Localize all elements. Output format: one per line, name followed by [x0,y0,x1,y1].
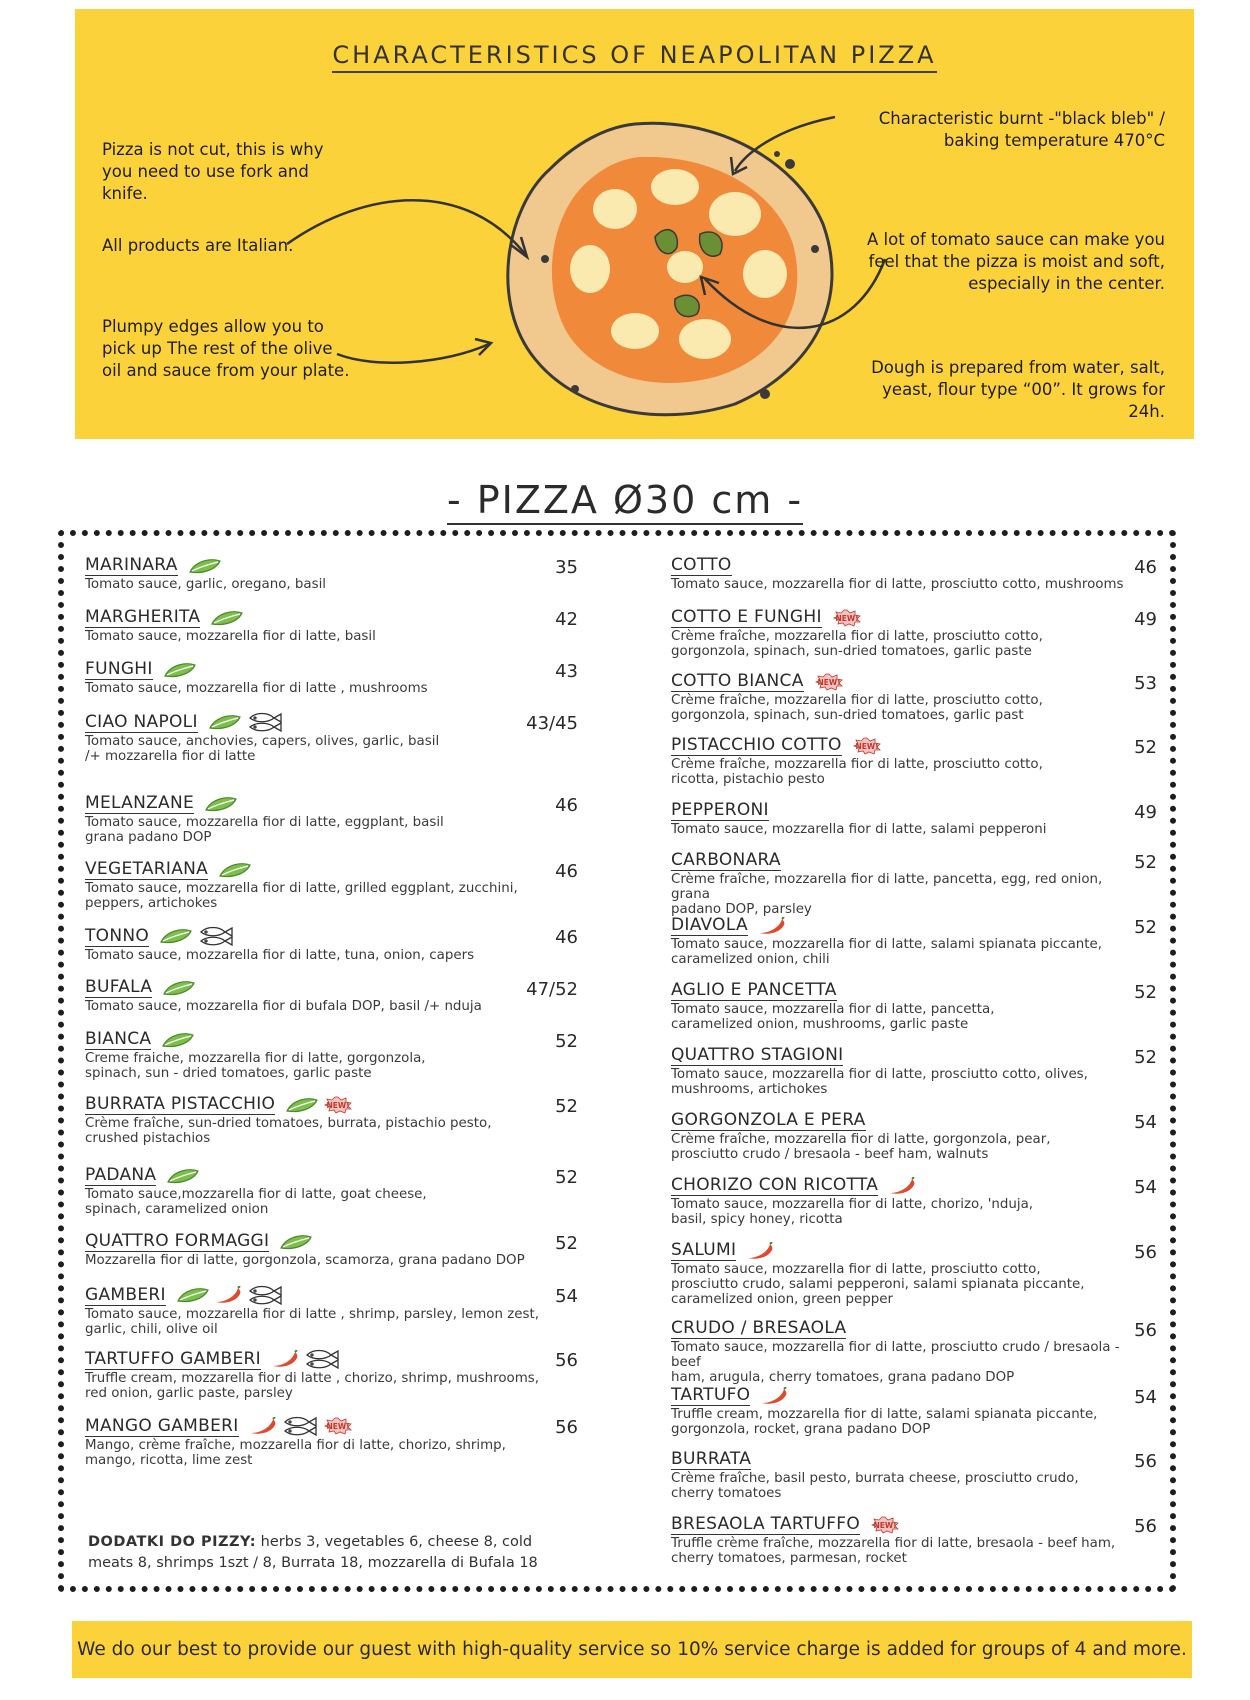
menu-item-price: 52 [555,1233,578,1254]
menu-item-name: TARTUFFO GAMBERI [85,1348,261,1369]
menu-item-price: 56 [555,1350,578,1371]
extras-label: DODATKI DO PIZZY: [88,1534,257,1550]
menu-item-quattro-stagioni [671,1045,1141,1098]
menu-item-description: Tomato sauce, mozzarella fior di latte, chorizo, 'nduja, basil, spicy honey, ricotta [671,1197,1034,1227]
new-badge-icon [814,673,844,691]
menu-item-price: 46 [555,861,578,882]
svg-text:NEW!: NEW! [326,1422,350,1431]
menu-item-name: FUNGHI [85,659,153,679]
menu-item-name: COTTO [671,555,732,575]
menu-item-name: BUFALA [85,977,153,997]
menu-item-carbonara [671,850,1141,917]
menu-item-name: CRUDO / BRESAOLA [671,1318,847,1338]
menu-item-price: 42 [555,609,578,630]
menu-item-funghi [85,659,555,697]
menu-item-description: Creme fraiche, mozzarella fior di latte, gorgonzola, spinach, sun - dried tomatoes, garlic paste [85,1051,426,1081]
menu-item-name: MARINARA [85,555,178,575]
menu-item-description: Truffle cream, mozzarella fior di latte , chorizo, shrimp, mushrooms, red onion, garlic paste, parsley [85,1371,539,1401]
menu-item-name: CHORIZO CON RICOTTA [671,1175,879,1195]
menu-item-price: 54 [555,1286,578,1307]
menu-item-price: 52 [1134,737,1157,758]
menu-item-name: PADANA [85,1165,157,1185]
vegetarian-leaf-icon [285,1097,319,1113]
menu-item-price: 49 [1134,802,1157,823]
characteristics-title: CHARACTERISTICS OF NEAPOLITAN PIZZA [75,41,1194,69]
seafood-fish-icon [246,1284,284,1306]
menu-item-name: GAMBERI [85,1284,166,1305]
spicy-chili-icon [249,1417,277,1435]
menu-item-crudo-bresaola [671,1318,1141,1385]
menu-item-tonno [85,925,555,964]
menu-item-description: Truffle cream, mozzarella fior di latte, salami spianata piccante, gorgonzola, rocket, grana padano DOP [671,1407,1098,1437]
spicy-chili-icon [271,1350,299,1368]
menu-item-aglio-e-pancetta [671,980,1141,1033]
menu-item-icons [161,1032,195,1048]
extras-text: herbs 3, vegetables 6, cheese 8, cold meats 8, shrimps 1szt / 8, Burrata 18, mozzarella di Bufala 18 [88,1534,538,1571]
menu-item-mango-gamberi [85,1415,555,1469]
menu-item-name: SALUMI [671,1240,737,1260]
vegetarian-leaf-icon [210,610,244,626]
menu-item-icons [285,1096,353,1114]
menu-item-icons [870,1516,900,1534]
menu-item-description: Tomato sauce, mozzarella fior di latte, basil [85,629,376,644]
note-dough: Dough is prepared from water, salt, yeast, flour type “00”. It grows for 24h. [871,358,1165,421]
menu-item-name: PEPPERONI [671,800,769,820]
menu-item-icons [760,1387,788,1405]
menu-item-icons [218,862,252,878]
pizza-section-title: - PIZZA Ø30 cm - [0,478,1250,522]
menu-item-pistacchio-cotto [671,735,1141,788]
vegetarian-leaf-icon [162,980,196,996]
menu-item-price: 46 [555,795,578,816]
menu-item-description: Crème fraîche, mozzarella fior di latte, prosciutto cotto, gorgonzola, spinach, sun-dried tomatoes, garlic past [671,693,1043,723]
menu-item-salumi [671,1240,1141,1307]
menu-item-bianca [85,1029,555,1082]
menu-item-icons [758,917,786,935]
menu-item-melanzane [85,793,555,846]
svg-text:NEW!: NEW! [326,1100,350,1110]
menu-item-bufala [85,977,555,1015]
menu-item-description: Crème fraîche, mozzarella fior di latte, pancetta, egg, red onion, grana padano DOP, parsley [671,872,1103,917]
menu-item-cotto-bianca [671,671,1141,724]
menu-item-icons [746,1242,774,1260]
seafood-fish-icon [197,925,235,947]
menu-item-icons [208,711,284,733]
menu-item-name: BRESAOLA TARTUFFO [671,1514,861,1534]
menu-item-price: 46 [555,927,578,948]
note-italian: All products are Italian. [102,236,294,255]
vegetarian-leaf-icon [161,1032,195,1048]
menu-item-name: QUATTRO STAGIONI [671,1045,844,1065]
new-badge-icon [870,1516,900,1534]
footer-text: We do our best to provide our guest with high-quality service so 10% service charge is added for groups of 4 and more. [77,1639,1187,1660]
new-badge-icon [323,1417,353,1435]
vegetarian-leaf-icon [208,714,242,730]
menu-item-name: BIANCA [85,1029,152,1049]
menu-item-price: 54 [1134,1177,1157,1198]
menu-item-bresaola-tartuffo [671,1514,1141,1567]
vegetarian-leaf-icon [218,862,252,878]
menu-item-margherita [85,607,555,645]
menu-item-name: MARGHERITA [85,607,201,627]
note-sauce: A lot of tomato sauce can make you feel that the pizza is moist and soft, especially in the center. [866,230,1165,293]
pizza-extras [88,1532,578,1574]
menu-item-icons [271,1348,341,1370]
menu-item-tartufo [671,1385,1141,1438]
vegetarian-leaf-icon [166,1168,200,1184]
menu-item-price: 35 [555,557,578,578]
menu-item-name: QUATTRO FORMAGGI [85,1231,270,1251]
menu-item-gorgonzola-e-pera [671,1110,1141,1163]
menu-item-icons [163,662,197,678]
menu-item-price: 43 [555,661,578,682]
seafood-fish-icon [303,1348,341,1370]
menu-item-price: 56 [555,1417,578,1438]
menu-item-price: 56 [1134,1516,1157,1537]
menu-item-description: Mango, crème fraîche, mozzarella fior di latte, chorizo, shrimp, mango, ricotta, lime zest [85,1438,506,1468]
menu-item-price: 56 [1134,1451,1157,1472]
menu-item-price: 47/52 [526,979,578,1000]
menu-item-price: 56 [1134,1320,1157,1341]
vegetarian-leaf-icon [204,796,238,812]
new-badge-icon [323,1096,353,1114]
menu-item-icons [159,925,235,947]
menu-item-description: Mozzarella fior di latte, gorgonzola, scamorza, grana padano DOP [85,1253,525,1268]
menu-item-price: 49 [1134,609,1157,630]
menu-item-icons [204,796,238,812]
menu-item-pepperoni [671,800,1141,838]
menu-item-price: 43/45 [526,713,578,734]
menu-item-name: CIAO NAPOLI [85,711,198,732]
menu-item-name: GORGONZOLA E PERA [671,1110,866,1130]
menu-item-price: 46 [1134,557,1157,578]
menu-item-padana [85,1165,555,1218]
menu-item-icons [210,610,244,626]
menu-item-description: Tomato sauce,mozzarella fior di latte, goat cheese, spinach, caramelized onion [85,1187,427,1217]
menu-item-price: 52 [555,1167,578,1188]
menu-item-icons [279,1234,313,1250]
characteristics-panel [75,9,1194,439]
new-badge-icon [852,737,882,755]
menu-item-cotto [671,555,1141,593]
spicy-chili-icon [888,1177,916,1195]
menu-item-description: Crème fraîche, mozzarella fior di latte, gorgonzola, pear, prosciutto crudo / bresaola - beef ham, walnuts [671,1132,1051,1162]
spicy-chili-icon [214,1286,242,1304]
menu-item-name: COTTO BIANCA [671,671,804,691]
menu-item-description: Crème fraîche, mozzarella fior di latte, prosciutto cotto, ricotta, pistachio pesto [671,757,1043,787]
menu-item-quattro-formaggi [85,1231,555,1269]
menu-item-icons [888,1177,916,1195]
note-burnt: Characteristic burnt -"black bleb" / baking temperature 470°C [878,109,1165,150]
menu-item-description: Tomato sauce, mozzarella fior di latte , shrimp, parsley, lemon zest, garlic, chili, olive oil [85,1307,539,1337]
menu-item-name: BURRATA PISTACCHIO [85,1094,276,1114]
menu-item-name: MELANZANE [85,793,195,813]
menu-item-description: Tomato sauce, anchovies, capers, olives, garlic, basil /+ mozzarella fior di latte [85,734,440,764]
menu-item-price: 54 [1134,1112,1157,1133]
menu-item-description: Crème fraîche, basil pesto, burrata cheese, prosciutto crudo, cherry tomatoes [671,1471,1079,1501]
menu-item-chorizo-con-ricotta [671,1175,1141,1228]
menu-item-price: 52 [1134,852,1157,873]
menu-item-name: CARBONARA [671,850,781,870]
menu-item-burrata [671,1449,1141,1502]
menu-item-description: Tomato sauce, mozzarella fior di latte, salami pepperoni [671,822,1047,837]
menu-item-description: Tomato sauce, mozzarella fior di latte, tuna, onion, capers [85,948,475,963]
menu-item-name: PISTACCHIO COTTO [671,735,842,755]
svg-text:NEW!: NEW! [873,1520,897,1530]
menu-item-diavola [671,915,1141,968]
menu-item-icons [162,980,196,996]
menu-item-description: Truffle crème fraîche, mozzarella fior di latte, bresaola - beef ham, cherry tomatoes, parmesan, rocket [671,1536,1116,1566]
svg-text:NEW!: NEW! [817,677,841,687]
menu-item-icons [249,1415,353,1437]
menu-item-description: Tomato sauce, mozzarella fior di latte, prosciutto crudo / bresaola - beef ham, arugula, cherry tomatoes, grana padano DOP [671,1340,1120,1385]
menu-item-description: Tomato sauce, mozzarella fior di latte, prosciutto cotto, olives, mushrooms, artichokes [671,1067,1088,1097]
menu-item-description: Tomato sauce, mozzarella fior di latte, prosciutto cotto, prosciutto crudo, salami pepperoni, salami spianata piccante, caramelized onion, green pepper [671,1262,1085,1307]
menu-item-icons [188,558,222,574]
menu-item-marinara [85,555,555,593]
menu-item-price: 52 [1134,1047,1157,1068]
vegetarian-leaf-icon [163,662,197,678]
vegetarian-leaf-icon [279,1234,313,1250]
menu-item-burrata-pistacchio [85,1094,555,1147]
spicy-chili-icon [758,917,786,935]
menu-item-description: Crème fraîche, sun-dried tomatoes, burrata, pistachio pesto, crushed pistachios [85,1116,492,1146]
new-badge-icon [832,609,862,627]
svg-text:NEW!: NEW! [855,741,879,751]
menu-item-price: 52 [555,1096,578,1117]
menu-item-description: Tomato sauce, mozzarella fior di latte, pancetta, caramelized onion, mushrooms, garlic paste [671,1002,995,1032]
seafood-fish-icon [246,711,284,733]
menu-item-name: MANGO GAMBERI [85,1415,239,1436]
menu-item-ciao-napoli [85,711,555,765]
menu-item-price: 54 [1134,1387,1157,1408]
menu-item-name: DIAVOLA [671,915,748,935]
menu-item-price: 56 [1134,1242,1157,1263]
svg-text:NEW!: NEW! [835,613,859,623]
menu-item-icons [176,1284,284,1306]
menu-item-description: Crème fraîche, mozzarella fior di latte, prosciutto cotto, gorgonzola, spinach, sun-dried tomatoes, garlic paste [671,629,1043,659]
note-no-cut: Pizza is not cut, this is why you need to use fork and knife. [102,140,324,203]
menu-item-name: VEGETARIANA [85,859,209,879]
menu-item-icons [166,1168,200,1184]
menu-item-description: Tomato sauce, mozzarella fior di latte , mushrooms [85,681,428,696]
vegetarian-leaf-icon [188,558,222,574]
spicy-chili-icon [760,1387,788,1405]
seafood-fish-icon [281,1415,319,1437]
vegetarian-leaf-icon [159,928,193,944]
menu-item-price: 52 [555,1031,578,1052]
menu-item-description: Tomato sauce, mozzarella fior di latte, salami spianata piccante, caramelized onion, chili [671,937,1103,967]
menu-item-icons [814,673,844,691]
menu-item-name: TONNO [85,925,150,946]
menu-item-description: Tomato sauce, mozzarella fior di latte, prosciutto cotto, mushrooms [671,577,1124,592]
menu-item-tartuffo-gamberi [85,1348,555,1402]
note-edges: Plumpy edges allow you to pick up The rest of the olive oil and sauce from your plate. [102,317,350,380]
menu-item-icons [832,609,862,627]
menu-item-name: TARTUFO [671,1385,751,1405]
menu-item-cotto-e-funghi [671,607,1141,660]
menu-item-name: AGLIO E PANCETTA [671,980,837,1000]
menu-item-price: 52 [1134,982,1157,1003]
menu-item-price: 53 [1134,673,1157,694]
menu-item-icons [852,737,882,755]
spicy-chili-icon [746,1242,774,1260]
menu-item-description: Tomato sauce, mozzarella fior di bufala DOP, basil /+ nduja [85,999,482,1014]
menu-item-price: 52 [1134,917,1157,938]
menu-item-description: Tomato sauce, mozzarella fior di latte, eggplant, basil grana padano DOP [85,815,444,845]
menu-item-gamberi [85,1284,555,1338]
menu-item-name: BURRATA [671,1449,752,1469]
vegetarian-leaf-icon [176,1287,210,1303]
menu-item-name: COTTO E FUNGHI [671,607,822,627]
menu-item-description: Tomato sauce, mozzarella fior di latte, grilled eggplant, zucchini, peppers, artichokes [85,881,518,911]
menu-item-vegetariana [85,859,555,912]
menu-item-description: Tomato sauce, garlic, oregano, basil [85,577,327,592]
service-charge-footer [72,1621,1192,1678]
